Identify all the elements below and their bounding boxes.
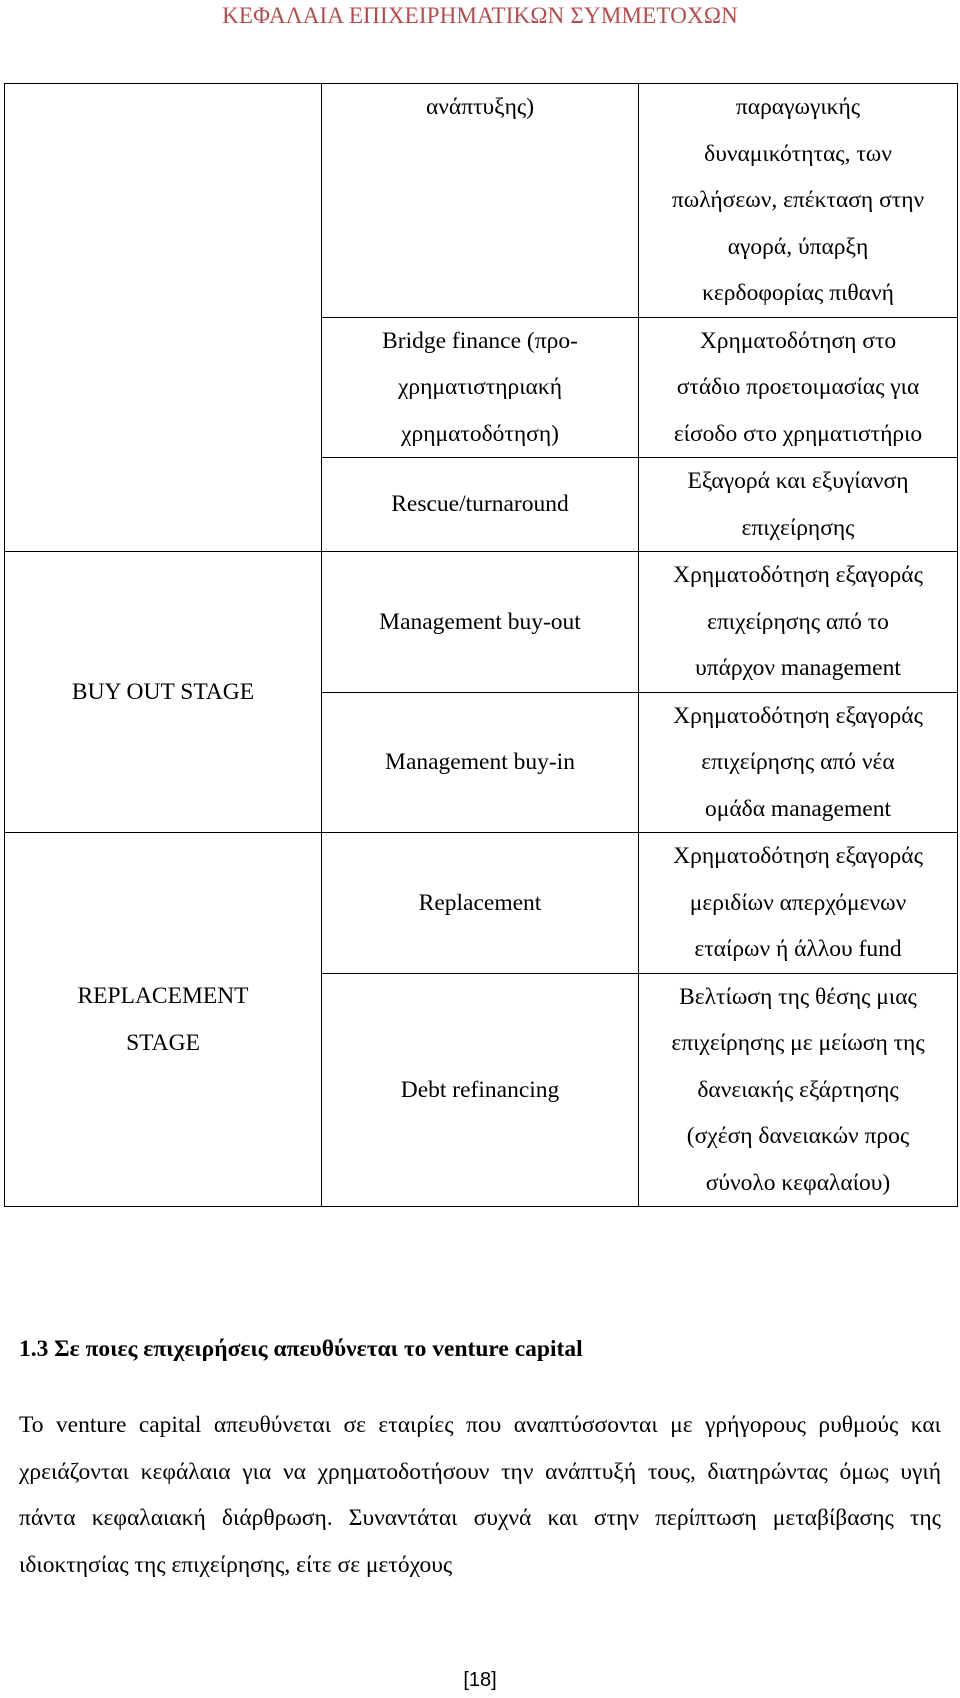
- table-row: [5, 552, 958, 693]
- description-cell: [639, 692, 958, 833]
- description-cell: [639, 552, 958, 693]
- description-line: επιχείρησης: [741, 514, 855, 541]
- description-line: επιχείρησης από το: [707, 608, 889, 635]
- running-header: ΚΕΦΑΛΑΙΑ ΕΠΙΧΕΙΡΗΜΑΤΙΚΩΝ ΣΥΜΜΕΤΟΧΩΝ: [222, 3, 738, 28]
- description-line: είσοδο στο χρηματιστήριο: [673, 420, 923, 447]
- description-line: σύνολο κεφαλαίου): [705, 1169, 891, 1196]
- description-line: εταίρων ή άλλου fund: [694, 936, 902, 962]
- description-cell: [639, 833, 958, 974]
- description-line: Εξαγορά και εξυγίανση: [687, 468, 909, 494]
- page-number: [18]: [463, 1669, 497, 1691]
- investment-stages-table: [4, 83, 958, 1207]
- body-paragraph: Το venture capital απευθύνεται σε εταιρίες που αναπτύσσονται με γρήγορους ρυθμούς και χρειάζονται κεφάλαια για να χρηματοδοτήσουν την ανάπτυξή τους, διατηρώντας όμως υγιή πάντα κεφαλαιακή διάρθρωση. Συναντάται συχνά και στην περίπτωση μεταβίβασης της ιδιοκτησίας της επιχείρησης, είτε σε μετόχους: [19, 1412, 941, 1578]
- description-line: μεριδίων απερχόμενων: [689, 889, 907, 916]
- table-row: [5, 84, 958, 318]
- financing-type-cell: Debt refinancing: [322, 973, 639, 1207]
- description-cell: [639, 317, 958, 458]
- description-cell: [639, 84, 958, 318]
- description-line: ομάδα management: [705, 795, 891, 822]
- financing-type-cell: Management buy-out: [322, 552, 639, 693]
- stage-cell: REPLACEMENT STAGE: [5, 833, 322, 1207]
- financing-type-cell: Rescue/turnaround: [322, 458, 639, 552]
- stage-cell: BUY OUT STAGE: [5, 552, 322, 833]
- description-line: κερδοφορίας πιθανή: [702, 280, 894, 306]
- financing-type-cell: Bridge finance (προ- χρηματιστηριακή χρηματοδότηση): [322, 317, 639, 458]
- description-line: στάδιο προετοιμασίας για: [676, 374, 920, 400]
- description-line: Χρηματοδότηση εξαγοράς: [673, 843, 923, 869]
- description-line: επιχείρησης με μείωση της: [671, 1030, 925, 1056]
- description-line: επιχείρησης από νέα: [701, 749, 895, 775]
- financing-type-cell: [322, 84, 639, 318]
- description-line: δυναμικότητας, των: [704, 140, 892, 167]
- description-line: υπάρχον management: [695, 655, 901, 681]
- description-line: (σχέση δανειακών προς: [686, 1123, 910, 1149]
- financing-type-cell: Replacement: [322, 833, 639, 974]
- description-line: παραγωγικής: [735, 94, 861, 120]
- description-line: Χρηματοδότηση στο: [699, 327, 897, 354]
- description-cell: [639, 973, 958, 1207]
- description-line: δανειακής εξάρτησης: [697, 1076, 899, 1103]
- description-cell: [639, 458, 958, 552]
- description-line: πωλήσεων, επέκταση στην: [671, 187, 925, 213]
- description-line: Βελτίωση της θέσης μιας: [679, 983, 917, 1010]
- financing-type-text: ανάπτυξης): [425, 94, 535, 120]
- description-line: αγορά, ύπαρξη: [727, 233, 869, 260]
- description-line: Χρηματοδότηση εξαγοράς: [673, 562, 923, 588]
- stage-cell-empty: [5, 84, 322, 552]
- description-line: Χρηματοδότηση εξαγοράς: [673, 702, 923, 729]
- table-row: [5, 833, 958, 974]
- section-heading: 1.3 Σε ποιες επιχειρήσεις απευθύνεται το venture capital: [19, 1336, 583, 1362]
- financing-type-cell: Management buy-in: [322, 692, 639, 833]
